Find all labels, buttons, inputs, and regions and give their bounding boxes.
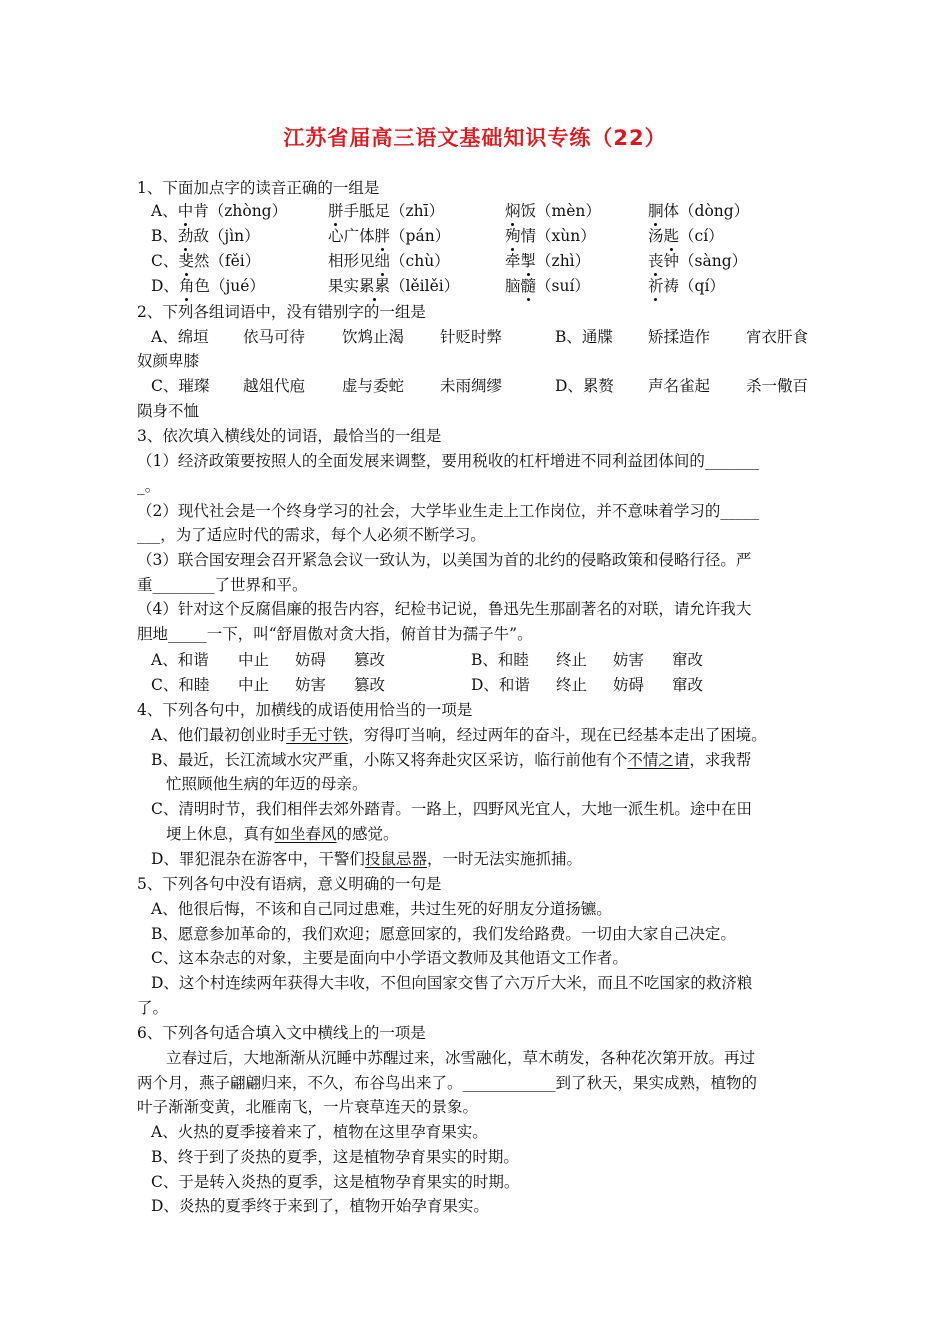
q3-sentence-3: （3）联合国安理会召开紧急会议一致认为，以美国为首的北约的侵略政策和侵略行径。严 — [137, 551, 752, 569]
q3-d-3: 妨碍 — [613, 676, 645, 694]
q5-option-a: A、他很后悔，不该和自己同过患难，共过生死的好朋友分道扬镳。 — [151, 900, 612, 918]
q3-a-4: 篡改 — [354, 651, 386, 669]
q1-a-2: 胼手胝足（zhī） — [328, 202, 445, 220]
q3-sentence-3-cont: 重________了世界和平。 — [137, 576, 308, 594]
q3-b-4: 窜改 — [672, 651, 704, 669]
q3-a-2: 中止 — [238, 651, 270, 669]
q6-option-c: C、于是转入炎热的夏季，这是植物孕育果实的时期。 — [151, 1173, 520, 1191]
q3-c-1: C、和睦 — [151, 676, 210, 694]
q4-idiom-d: 投鼠忌器 — [364, 850, 427, 868]
q1-d-2: 果实累累（lěilěi） — [328, 277, 460, 295]
q4-option-c: C、清明时节，我们相伴去郊外踏青。一路上，四野风光宜人，大地一派生机。途中在田 — [151, 800, 752, 818]
q2-d-3: 杀一儆百 — [746, 377, 809, 395]
q4-option-b-cont: 忙照顾他生病的年迈的母亲。 — [166, 775, 368, 793]
q1-c-4: 丧钟（sàng） — [648, 252, 748, 270]
q3-sentence-1-cont: _。 — [137, 477, 161, 495]
q3-c-2: 中止 — [238, 676, 270, 694]
q2-b-1: B、通牒 — [555, 328, 613, 346]
q2-a-1: A、绵垣 — [151, 328, 209, 346]
q6-passage-line-2: 两个月，燕子翩翩归来，不久，布谷鸟出来了。____________到了秋天，果实成熟，植物的 — [137, 1074, 758, 1092]
q3-sentence-1: （1）经济政策要按照人的全面发展来调整，要用税收的杠杆增进不同利益团体间的_______ — [137, 452, 760, 470]
q2-d-1: D、累赘 — [555, 377, 614, 395]
q3-sentence-4-cont: 胆地_____一下，叫“舒眉傲对贪大指，俯首甘为孺子牛”。 — [137, 625, 533, 643]
q1-a-1: A、中肯（zhòng） — [151, 202, 288, 220]
q1-c-2: 相形见绌（chù） — [328, 252, 450, 270]
q1-stem: 1、下面加点字的读音正确的一组是 — [137, 179, 380, 197]
q4-option-d: D、罪犯混杂在游客中，干警们投鼠忌器，一时无法实施抓捕。 — [151, 850, 582, 868]
q3-c-4: 篡改 — [354, 676, 386, 694]
q5-option-d-cont: 了。 — [137, 999, 169, 1017]
q3-d-2: 终止 — [556, 676, 588, 694]
q1-d-1: D、角色（jué） — [151, 277, 265, 295]
q3-sentence-4: （4）针对这个反腐倡廉的报告内容，纪检书记说，鲁迅先生那副著名的对联，请允许我大 — [137, 600, 752, 618]
q2-a-2: 依马可待 — [243, 328, 306, 346]
q1-c-3: 牵掣（zhì） — [505, 252, 591, 270]
q2-stem: 2、下列各组词语中，没有错别字的一组是 — [137, 303, 426, 321]
q3-b-2: 终止 — [556, 651, 588, 669]
q4-option-a: A、他们最初创业时手无寸铁，穷得叮当响，经过两年的奋斗，现在已经基本走出了困境。 — [151, 726, 767, 744]
q1-a-3: 焖饭（mèn） — [505, 202, 601, 220]
q2-c-2: 越俎代庖 — [243, 377, 306, 395]
q5-stem: 5、下列各句中没有语病，意义明确的一句是 — [137, 875, 442, 893]
document-title: 江苏省届高三语文基础知识专练（22） — [283, 126, 667, 150]
q3-stem: 3、依次填入横线处的词语，最恰当的一组是 — [137, 427, 442, 445]
q5-option-d: D、这个村连续两年获得大丰收，不但向国家交售了六万斤大米，而且不吃国家的救济粮 — [151, 974, 753, 992]
q1-b-3: 殉情（xùn） — [505, 227, 596, 245]
q4-idiom-a: 手无寸铁 — [286, 726, 349, 744]
q6-option-b: B、终于到了炎热的夏季，这是植物孕育果实的时期。 — [151, 1148, 519, 1166]
q2-c-1: C、璀璨 — [151, 377, 210, 395]
q1-b-1: B、劲敌（jìn） — [151, 227, 260, 245]
q3-a-1: A、和谐 — [151, 651, 209, 669]
q2-a-3: 饮鸩止渴 — [342, 328, 405, 346]
q4-idiom-c: 如坐春风 — [274, 825, 337, 843]
q4-stem: 4、下列各句中，加横线的成语使用恰当的一项是 — [137, 701, 473, 719]
q3-d-4: 窜改 — [672, 676, 704, 694]
q1-a-4: 胴体（dòng） — [648, 202, 750, 220]
q1-b-2: 心广体胖（pán） — [328, 227, 451, 245]
q2-c-3: 虚与委蛇 — [342, 377, 405, 395]
q6-option-a: A、火热的夏季接着来了，植物在这里孕育果实。 — [151, 1123, 488, 1141]
q3-sentence-2-cont: ___，为了适应时代的需求，每个人必须不断学习。 — [137, 526, 486, 544]
q6-passage-line-1: 立春过后，大地渐渐从沉睡中苏醒过来，冰雪融化，草木萌发，各种花次第开放。再过 — [166, 1049, 756, 1067]
q2-a-4: 针贬时弊 — [440, 328, 503, 346]
q6-passage-line-3: 叶子渐渐变黄，北雁南飞，一片衰草连天的景象。 — [137, 1098, 479, 1116]
q3-b-3: 妨害 — [613, 651, 645, 669]
q4-option-c-cont: 埂上休息，真有如坐春风的感觉。 — [166, 825, 399, 843]
q2-d-2: 声名雀起 — [648, 377, 711, 395]
q1-d-3: 脑髓（suí） — [505, 277, 590, 295]
q6-option-d: D、炎热的夏季终于来到了，植物开始孕育果实。 — [151, 1197, 489, 1215]
q3-sentence-2: （2）现代社会是一个终身学习的社会，大学毕业生走上工作岗位，并不意味着学习的_____ — [137, 502, 760, 520]
q3-c-3: 妨害 — [295, 676, 327, 694]
q5-option-b: B、愿意参加革命的，我们欢迎；愿意回家的，我们发给路费。一切由大家自己决定。 — [151, 925, 736, 943]
q2-b-3: 宵衣肝食 — [746, 328, 809, 346]
q2-b-2: 矫揉造作 — [648, 328, 711, 346]
q4-option-b: B、最近，长江流域水灾严重，小陈又将奔赴灾区采访，临行前他有个不情之请，求我帮 — [151, 751, 752, 769]
q1-d-4: 祈祷（qí） — [648, 277, 725, 295]
q2-d-4: 陨身不恤 — [137, 402, 200, 420]
q1-c-1: C、斐然（fěi） — [151, 252, 261, 270]
q5-option-c: C、这本杂志的对象，主要是面向中小学语文教师及其他语文工作者。 — [151, 949, 628, 967]
q2-c-4: 未雨绸缪 — [440, 377, 503, 395]
q6-stem: 6、下列各句适合填入文中横线上的一项是 — [137, 1024, 426, 1042]
q3-b-1: B、和睦 — [471, 651, 529, 669]
q4-idiom-b: 不情之请 — [627, 751, 690, 769]
q3-d-1: D、和谐 — [471, 676, 530, 694]
q1-b-4: 汤匙（cí） — [648, 227, 724, 245]
q2-b-4: 奴颜卑膝 — [137, 352, 200, 370]
q3-a-3: 妨碍 — [295, 651, 327, 669]
